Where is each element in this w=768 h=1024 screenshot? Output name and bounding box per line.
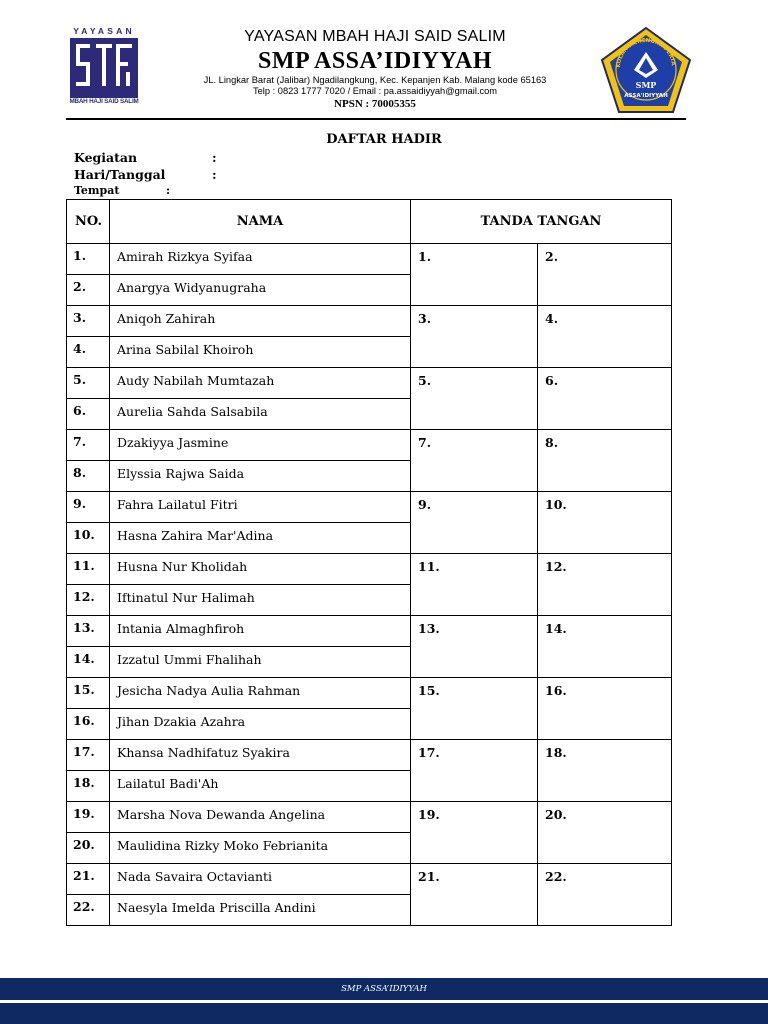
row-number: 15. [67,678,110,709]
row-number: 7. [67,430,110,461]
svg-text:ASSA'IDIYYAH: ASSA'IDIYYAH [624,93,668,99]
page-footer [0,978,768,1024]
row-name: Aurelia Sahda Salsabila [110,399,411,430]
signature-cell[interactable]: 1. [411,244,538,306]
row-number: 1. [67,244,110,275]
field-place-colon: : [166,184,171,197]
signature-cell[interactable]: 6. [538,368,672,430]
row-name: Khansa Nadhifatuz Syakira [110,740,411,771]
svg-text:SMP: SMP [635,80,657,90]
signature-cell[interactable]: 4. [538,306,672,368]
row-number: 18. [67,771,110,802]
row-name: Izzatul Ummi Fhalihah [110,647,411,678]
row-name: Iftinatul Nur Halimah [110,585,411,616]
foundation-logo [68,26,140,112]
row-name: Jihan Dzakia Azahra [110,709,411,740]
field-date [74,167,217,182]
row-name: Arina Sabilal Khoiroh [110,337,411,368]
row-number: 20. [67,833,110,864]
row-name: Anargya Widyanugraha [110,275,411,306]
row-name: Jesicha Nadya Aulia Rahman [110,678,411,709]
school-contact: Telp : 0823 1777 7020 / Email : pa.assaidiyyah@gmail.com [252,86,498,96]
signature-cell[interactable]: 19. [411,802,538,864]
row-number: 22. [67,895,110,926]
signature-cell[interactable]: 14. [538,616,672,678]
school-address: JL. Lingkar Barat (Jalibar) Ngadilangkung, Kec. Kepanjen Kab. Malang kode 65163 [203,75,547,85]
row-number: 8. [67,461,110,492]
row-name: Amirah Rizkya Syifaa [110,244,411,275]
row-name: Husna Nur Kholidah [110,554,411,585]
row-name: Maulidina Rizky Moko Febrianita [110,833,411,864]
signature-cell[interactable]: 5. [411,368,538,430]
row-name: Hasna Zahira Mar'Adina [110,523,411,554]
signature-cell[interactable]: 3. [411,306,538,368]
table-row [67,492,672,523]
foundation-logo-bottom-label: MBAH HAJI SAID SALIM [69,98,139,105]
signature-cell[interactable]: 18. [538,740,672,802]
table-row [67,864,672,895]
signature-cell[interactable]: 21. [411,864,538,926]
signature-cell[interactable]: 11. [411,554,538,616]
row-number: 10. [67,523,110,554]
row-name: Audy Nabilah Mumtazah [110,368,411,399]
field-place-label: Tempat [74,184,120,197]
row-number: 14. [67,647,110,678]
table-row [67,802,672,833]
row-number: 21. [67,864,110,895]
signature-cell[interactable]: 13. [411,616,538,678]
row-number: 11. [67,554,110,585]
foundation-name: YAYASAN MBAH HAJI SAID SALIM [244,28,506,45]
row-number: 13. [67,616,110,647]
row-number: 6. [67,399,110,430]
row-number: 12. [67,585,110,616]
attendance-table [66,199,672,926]
row-number: 9. [67,492,110,523]
header-signature: TANDA TANGAN [411,200,672,244]
row-number: 2. [67,275,110,306]
header-no: NO. [67,200,110,244]
row-name: Elyssia Rajwa Saida [110,461,411,492]
signature-cell[interactable]: 15. [411,678,538,740]
signature-cell[interactable]: 7. [411,430,538,492]
school-npsn: NPSN : 70005355 [334,98,416,110]
table-row [67,306,672,337]
row-name: Dzakiyya Jasmine [110,430,411,461]
header-name: NAMA [110,200,411,244]
table-row [67,244,672,275]
foundation-logo-icon [70,38,138,98]
signature-cell[interactable]: 16. [538,678,672,740]
field-activity-colon: : [212,150,217,165]
row-name: Lailatul Badi'Ah [110,771,411,802]
field-place [74,184,171,197]
table-row [67,616,672,647]
table-row [67,430,672,461]
school-name: SMP ASSA’IDIYYAH [257,48,493,74]
signature-cell[interactable]: 12. [538,554,672,616]
table-row [67,368,672,399]
row-number: 3. [67,306,110,337]
row-name: Naesyla Imelda Priscilla Andini [110,895,411,926]
table-row [67,740,672,771]
signature-cell[interactable]: 8. [538,430,672,492]
row-number: 16. [67,709,110,740]
school-badge-icon [600,26,692,114]
field-date-label: Hari/Tanggal [74,167,166,182]
footer-band-lower [0,1003,768,1024]
field-date-colon: : [212,167,217,182]
foundation-logo-top-label: YAYASAN [73,26,135,36]
svg-text:SEKOLAH MENENGAH PERTAMA: KOLAH MENENGAH PERTA [615,37,676,68]
row-name: Aniqoh Zahirah [110,306,411,337]
signature-cell[interactable]: 10. [538,492,672,554]
signature-cell[interactable]: 17. [411,740,538,802]
row-number: 4. [67,337,110,368]
school-badge [600,26,692,114]
signature-cell[interactable]: 9. [411,492,538,554]
table-row [67,678,672,709]
table-header-row [67,200,672,244]
row-name: Nada Savaira Octavianti [110,864,411,895]
attendance-table-body [67,244,672,926]
field-activity [74,150,217,165]
table-row [67,554,672,585]
row-number: 17. [67,740,110,771]
signature-cell[interactable]: 22. [538,864,672,926]
row-name: Marsha Nova Dewanda Angelina [110,802,411,833]
signature-cell[interactable]: 20. [538,802,672,864]
signature-cell[interactable]: 2. [538,244,672,306]
row-number: 5. [67,368,110,399]
row-name: Fahra Lailatul Fitri [110,492,411,523]
header-divider [66,118,686,120]
field-activity-label: Kegiatan [74,150,138,165]
row-number: 19. [67,802,110,833]
footer-text: SMP ASSA’IDIYYAH [341,984,427,994]
row-name: Intania Almaghfiroh [110,616,411,647]
document-title: DAFTAR HADIR [326,132,442,147]
